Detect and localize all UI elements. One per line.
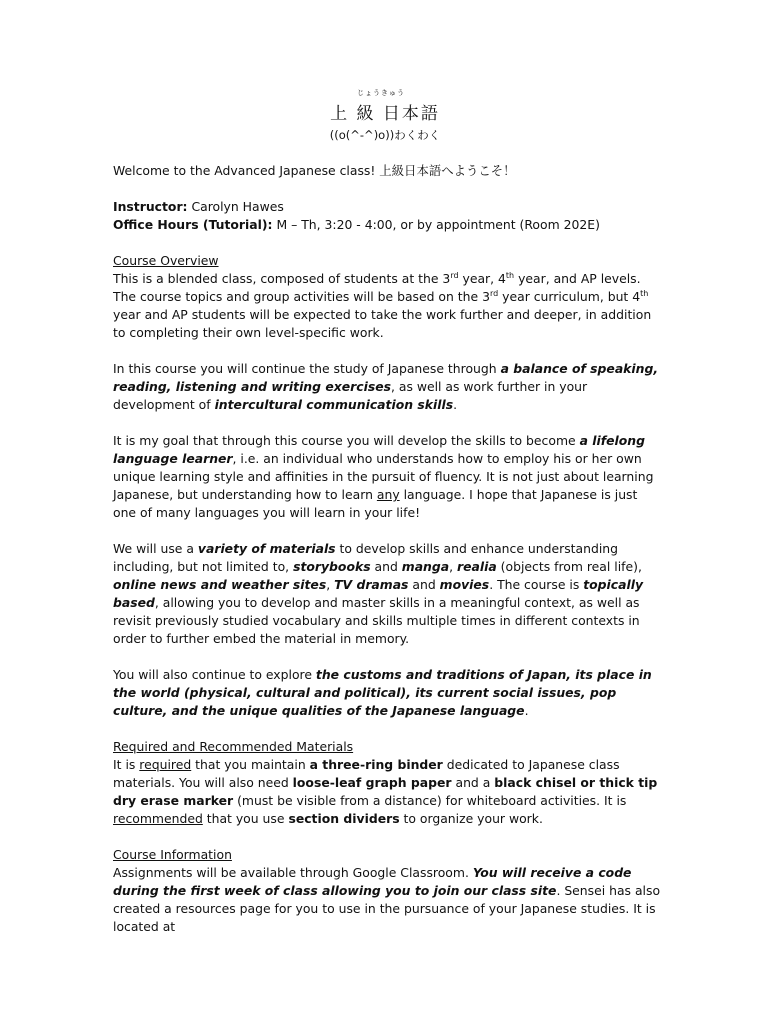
document-body <box>113 162 661 936</box>
title-emoticon: ((o(^-^)o))わくわく <box>329 128 441 142</box>
course-overview-heading: Course Overview <box>113 253 219 268</box>
title-furigana: じょうきゅう <box>357 89 405 97</box>
page-title: 上 級 日本語 <box>330 104 440 124</box>
overview-paragraph-1: This is a blended class, composed of students at the 3rd year, 4th year, and AP levels. The course topics and group activities will be based on the 3rd year curriculum, but 4th year and AP students will be expected to take the work further and deeper, in addition to completing their own level-specific work. <box>113 270 652 340</box>
instructor-line <box>113 198 661 216</box>
materials-paragraph: It is required that you maintain a three-ring binder dedicated to Japanese class materials. You will also need loose-leaf graph paper and a black chisel or thick tip dry erase marker (must be visible from a distance) for whiteboard activities. It is recommended that you use section dividers to organize your work. <box>113 757 658 826</box>
office-hours-line <box>113 216 661 234</box>
overview-paragraph-4: We will use a variety of materials to develop skills and enhance understanding including, but not limited to, storybooks and manga, realia (objects from real life), online news and weather sites, TV dramas and movies. The course is topically based, allowing you to develop and master skills in a meaningful context, as well as revisit previously studied vocabulary and skills multiple times in different contexts in order to further embed the material in memory. <box>113 541 644 646</box>
welcome-line: Welcome to the Advanced Japanese class! 上級日本語へようこそ！ <box>113 163 516 178</box>
instructor-label: Instructor: <box>113 199 188 214</box>
overview-paragraph-2: In this course you will continue the study of Japanese through a balance of speaking, reading, listening and writing exercises, as well as work further in your development of intercultural communication skills. <box>113 361 659 412</box>
instructor-name: Carolyn Hawes <box>187 199 284 214</box>
course-information-paragraph: Assignments will be available through Google Classroom. You will receive a code during the first week of class allowing you to join our class site. Sensei has also created a resources page for you to use in the pursuance of your Japanese studies. It is located at <box>113 865 661 934</box>
office-hours-label: Office Hours (Tutorial): <box>113 217 273 232</box>
overview-paragraph-5: You will also continue to explore the customs and traditions of Japan, its place in the world (physical, cultural and political), its current social issues, pop culture, and the unique qualities of the Japanese language. <box>113 667 652 718</box>
course-information-heading: Course Information <box>113 847 232 862</box>
materials-heading: Required and Recommended Materials <box>113 739 354 754</box>
overview-paragraph-3: It is my goal that through this course you will develop the skills to become a lifelong language learner, i.e. an individual who understands how to employ his or her own unique learning style and affinities in the pursuit of fluency. It is not just about learning Japanese, but understanding how to learn any language. I hope that Japanese is just one of many languages you will learn in your life! <box>113 433 654 520</box>
office-hours-value: M – Th, 3:20 - 4:00, or by appointment (Room 202E) <box>272 217 600 232</box>
document-header <box>0 88 770 143</box>
